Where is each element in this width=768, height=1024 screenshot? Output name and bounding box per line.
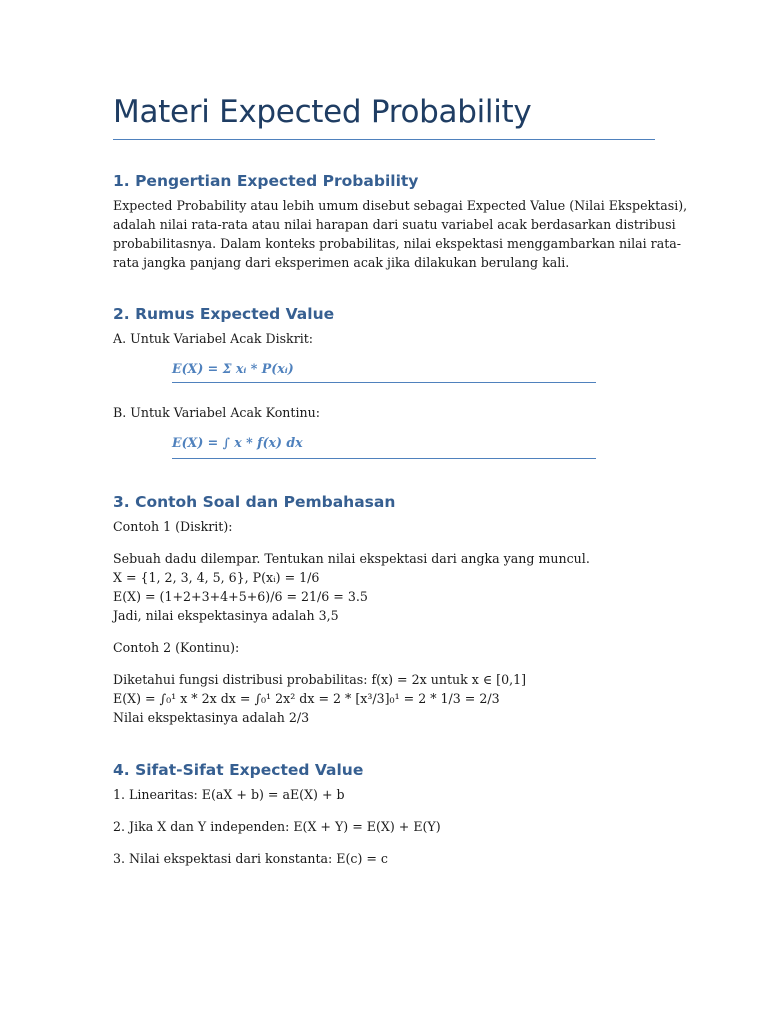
example-2-line-2: E(X) = ∫₀¹ x * 2x dx = ∫₀¹ 2x² dx = 2 * [x³/3]₀¹ = 2 * 1/3 = 2/3: [113, 691, 500, 706]
section-1-line-2: adalah nilai rata-rata atau nilai harapan dari suatu variabel acak berdasarkan distribusi: [113, 217, 676, 232]
section-1-line-4: rata jangka panjang dari eksperimen acak jika dilakukan berulang kali.: [113, 255, 570, 270]
example-1-title: Contoh 1 (Diskrit):: [113, 519, 233, 534]
page-title: Materi Expected Probability: [113, 94, 532, 130]
section-3-heading: 3. Contoh Soal dan Pembahasan: [113, 493, 396, 511]
example-1-line-1: Sebuah dadu dilempar. Tentukan nilai ekspektasi dari angka yang muncul.: [113, 551, 590, 566]
section-1-line-3: probabilitasnya. Dalam konteks probabilitas, nilai ekspektasi menggambarkan nilai rata-: [113, 236, 682, 251]
example-1-line-3: E(X) = (1+2+3+4+5+6)/6 = 21/6 = 3.5: [113, 589, 368, 604]
section-2-heading: 2. Rumus Expected Value: [113, 305, 335, 323]
section-4-heading: 4. Sifat-Sifat Expected Value: [113, 761, 364, 779]
continuous-formula: E(X) = ∫ x * f(x) dx: [172, 435, 303, 450]
property-item-1: 1. Linearitas: E(aX + b) = aE(X) + b: [113, 787, 345, 802]
continuous-formula-rule: [172, 458, 596, 459]
property-item-3: 3. Nilai ekspektasi dari konstanta: E(c) = c: [113, 851, 388, 866]
example-2-title: Contoh 2 (Kontinu):: [113, 640, 240, 655]
section-1-heading: 1. Pengertian Expected Probability: [113, 172, 419, 190]
title-underline: [113, 139, 655, 140]
example-1-line-2: X = {1, 2, 3, 4, 5, 6}, P(xᵢ) = 1/6: [113, 570, 320, 585]
example-2-line-1: Diketahui fungsi distribusi probabilitas: f(x) = 2x untuk x ∈ [0,1]: [113, 672, 527, 687]
example-1-line-4: Jadi, nilai ekspektasinya adalah 3,5: [113, 608, 339, 623]
property-item-2: 2. Jika X dan Y independen: E(X + Y) = E(X) + E(Y): [113, 819, 441, 834]
example-2-line-3: Nilai ekspektasinya adalah 2/3: [113, 710, 310, 725]
discrete-label: A. Untuk Variabel Acak Diskrit:: [113, 331, 314, 346]
discrete-formula: E(X) = Σ xᵢ * P(xᵢ): [172, 361, 294, 376]
discrete-formula-rule: [172, 382, 596, 383]
section-1-line-1: Expected Probability atau lebih umum disebut sebagai Expected Value (Nilai Ekspektasi),: [113, 198, 688, 213]
continuous-label: B. Untuk Variabel Acak Kontinu:: [113, 405, 320, 420]
